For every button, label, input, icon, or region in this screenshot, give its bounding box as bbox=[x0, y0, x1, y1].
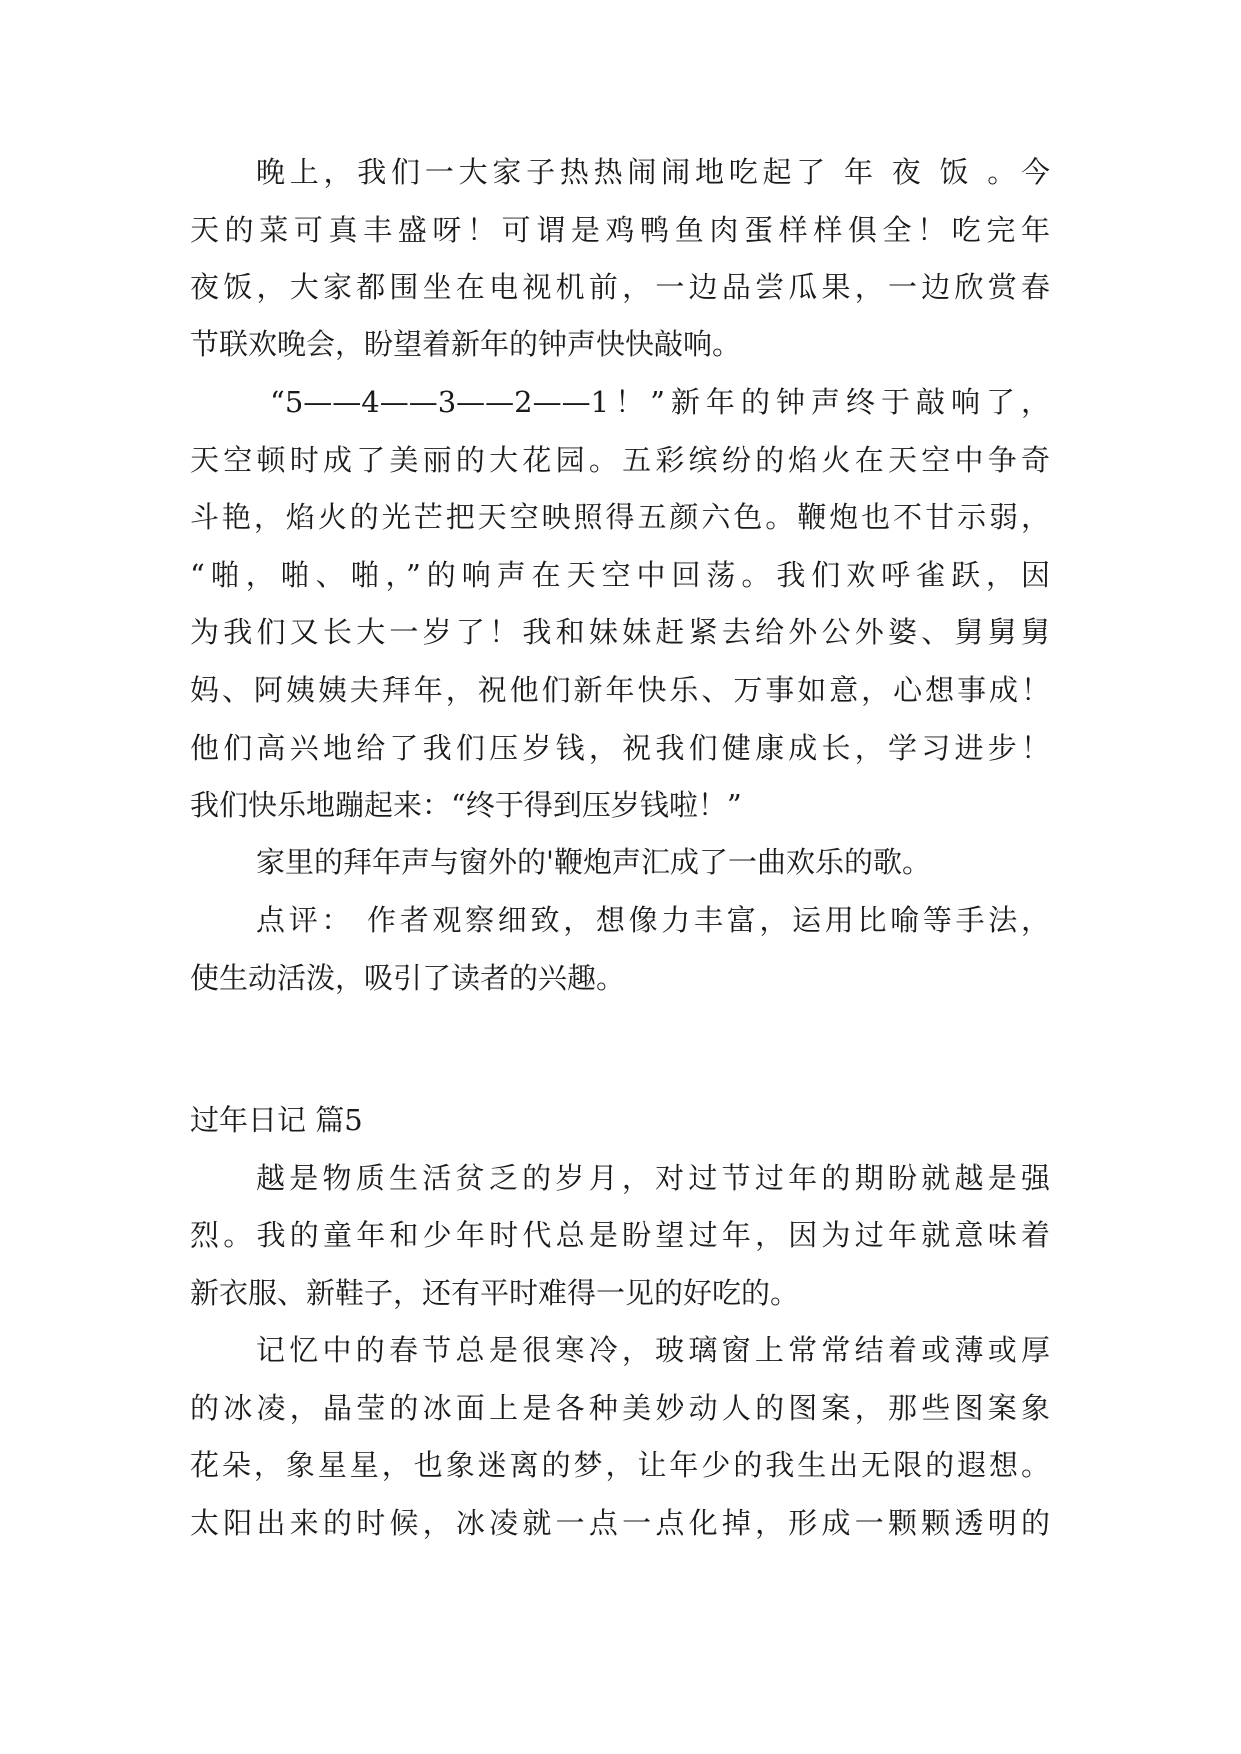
paragraph-line: 花朵，象星星，也象迷离的梦，让年少的我生出无限的遐想。 bbox=[190, 1448, 1050, 1482]
paragraph-line: 夜饭，大家都围坐在电视机前，一边品尝瓜果，一边欣赏春 bbox=[190, 270, 1050, 304]
paragraph-line: 他们高兴地给了我们压岁钱，祝我们健康成长，学习进步！ bbox=[190, 731, 1050, 765]
paragraph-line: 家里的拜年声与窗外的'鞭炮声汇成了一曲欢乐的歌。 bbox=[256, 845, 931, 879]
paragraph-line: 新衣服、新鞋子，还有平时难得一见的好吃的。 bbox=[190, 1276, 800, 1310]
paragraph-line: “啪，啪、啪，”的响声在天空中回荡。我们欢呼雀跃，因 bbox=[190, 558, 1050, 592]
paragraph-line: 太阳出来的时候，冰凌就一点一点化掉，形成一颗颗透明的 bbox=[190, 1506, 1050, 1540]
paragraph-line: 越是物质生活贫乏的岁月，对过节过年的期盼就越是强 bbox=[256, 1161, 1050, 1195]
paragraph-line: 烈。我的童年和少年时代总是盼望过年，因为过年就意味着 bbox=[190, 1218, 1050, 1252]
paragraph-line: 晚上，我们一大家子热热闹闹地吃起了 年 夜 饭 。今 bbox=[256, 155, 1050, 189]
paragraph-line: 的冰凌，晶莹的冰面上是各种美妙动人的图案，那些图案象 bbox=[190, 1391, 1050, 1425]
paragraph-line: 节联欢晚会，盼望着新年的钟声快快敲响。 bbox=[190, 327, 742, 361]
paragraph-line: 记忆中的春节总是很寒冷，玻璃窗上常常结着或薄或厚 bbox=[256, 1333, 1050, 1367]
paragraph-line: 斗艳，焰火的光芒把天空映照得五颜六色。鞭炮也不甘示弱， bbox=[190, 500, 1050, 534]
paragraph-line: “5——4——3——2——1！”新年的钟声终于敲响了， bbox=[270, 385, 1050, 419]
paragraph-line: 我们快乐地蹦起来：“终于得到压岁钱啦！” bbox=[190, 788, 742, 822]
review-line: 使生动活泼，吸引了读者的兴趣。 bbox=[190, 961, 626, 995]
review-line: 点评： 作者观察细致，想像力丰富，运用比喻等手法， bbox=[256, 903, 1050, 937]
paragraph-line: 天空顿时成了美丽的大花园。五彩缤纷的焰火在天空中争奇 bbox=[190, 443, 1050, 477]
section-title: 过年日记 篇5 bbox=[190, 1103, 363, 1137]
paragraph-line: 为我们又长大一岁了！我和妹妹赶紧去给外公外婆、舅舅舅 bbox=[190, 615, 1050, 649]
paragraph-line: 妈、阿姨姨夫拜年，祝他们新年快乐、万事如意，心想事成！ bbox=[190, 673, 1050, 707]
paragraph-line: 天的菜可真丰盛呀！可谓是鸡鸭鱼肉蛋样样俱全！吃完年 bbox=[190, 213, 1050, 247]
